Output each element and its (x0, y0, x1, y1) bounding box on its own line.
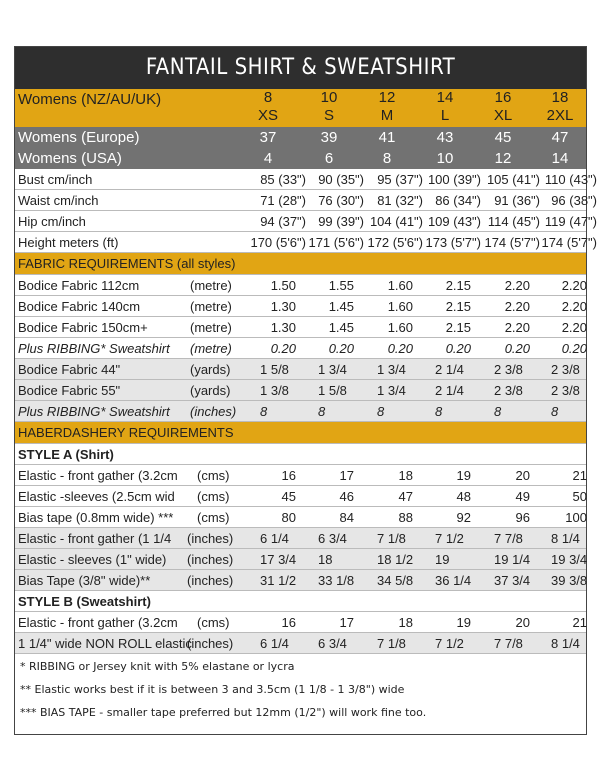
size-number: 14 (436, 89, 454, 106)
row-value: 18 (398, 467, 413, 483)
size-number: 8 (263, 89, 273, 106)
size-letter: 2XL (546, 107, 574, 124)
row-value: 19 (456, 467, 471, 483)
row-value: 19 1/4 (494, 551, 531, 567)
row-value: 90 (35") (318, 171, 364, 187)
row-value: 104 (41") (369, 213, 423, 229)
row-unit: (metre) (190, 298, 232, 314)
style-b-inches-row (15, 633, 586, 654)
footnote: *** BIAS TAPE - smaller tape preferred but 12mm (1/2") will work fine too. (20, 706, 427, 719)
size-col-12 (357, 89, 417, 127)
row-value: 8 (377, 403, 385, 419)
row-unit: (cms) (197, 467, 230, 483)
row-label: Bodice Fabric 150cm+ (18, 319, 148, 335)
row-value: 96 (515, 509, 530, 525)
row-value: 1.45 (328, 298, 354, 314)
row-value: 0.20 (561, 340, 587, 356)
row-value: 2.20 (504, 298, 530, 314)
row-value: 36 1/4 (435, 572, 472, 588)
row-unit: (cms) (197, 488, 230, 504)
size-number: 16 (494, 89, 512, 106)
size-header-row (15, 89, 586, 127)
row-unit: (inches) (187, 635, 234, 651)
row-value: 7 7/8 (494, 530, 523, 546)
row-value: 19 3/4 (551, 551, 588, 567)
row-value: 92 (456, 509, 471, 525)
row-value: 7 7/8 (494, 635, 523, 651)
fabric-metre-row (15, 275, 586, 296)
row-value: 16 (281, 467, 296, 483)
style-a-inches-row (15, 528, 586, 549)
fabric-yards-section (15, 359, 586, 422)
row-value: 19 (456, 614, 471, 630)
row-value: 2 1/4 (435, 361, 464, 377)
row-value: 34 5/8 (377, 572, 414, 588)
usa-size: 12 (494, 150, 512, 167)
row-value: 86 (34") (435, 192, 481, 208)
row-value: 18 (398, 614, 413, 630)
usa-size: 6 (324, 150, 334, 167)
fabric-metre-row (15, 296, 586, 317)
row-value: 8 1/4 (551, 530, 580, 546)
europe-size: 37 (259, 129, 277, 146)
row-value: 1.55 (328, 277, 354, 293)
row-unit: (metre) (190, 319, 232, 335)
size-letter: S (323, 107, 334, 124)
size-number: 12 (378, 89, 396, 106)
usa-size: 8 (382, 150, 392, 167)
size-col-16 (473, 89, 533, 127)
row-value: 0.20 (387, 340, 413, 356)
style-a-heading: STYLE A (Shirt) (18, 446, 114, 462)
fabric-metre-section (15, 275, 586, 359)
row-value: 110 (43") (544, 171, 597, 187)
style-a-cms-section (15, 465, 586, 528)
chart-title: FANTAIL SHIRT & SWEATSHIRT (15, 47, 586, 89)
row-value: 99 (39") (318, 213, 364, 229)
row-unit: (inches) (190, 403, 237, 419)
row-value: 1 3/4 (377, 361, 406, 377)
style-a-cms-row (15, 465, 586, 486)
measurement-row (15, 190, 597, 211)
row-value: 1 5/8 (260, 361, 289, 377)
row-label: Plus RIBBING* Sweatshirt (18, 340, 170, 356)
row-value: 76 (30") (318, 192, 364, 208)
row-value: 2.15 (445, 277, 471, 293)
row-unit: (yards) (190, 361, 231, 377)
row-value: 8 (494, 403, 502, 419)
europe-size: 41 (378, 129, 396, 146)
row-value: 174 (5'7") (484, 234, 540, 250)
style-b-heading: STYLE B (Sweatshirt) (18, 593, 151, 609)
fabric-yards-row (15, 380, 586, 401)
row-value: 47 (398, 488, 413, 504)
row-label: Bodice Fabric 44" (18, 361, 121, 377)
row-value: 84 (339, 509, 354, 525)
size-number: 10 (320, 89, 338, 106)
row-label: Bias Tape (3/8" wide)** (18, 572, 151, 588)
row-value: 2 1/4 (435, 382, 464, 398)
row-value: 1.50 (270, 277, 296, 293)
row-value: 31 1/2 (260, 572, 297, 588)
style-a-heading-row (15, 444, 586, 465)
row-label: Plus RIBBING* Sweatshirt (18, 403, 170, 419)
size-number: 18 (551, 89, 569, 106)
row-label: Elastic - front gather (1 1/4 (18, 530, 172, 546)
row-value: 96 (38") (551, 192, 597, 208)
size-col-8 (238, 89, 298, 127)
size-chart (14, 46, 597, 735)
size-letter: L (440, 107, 450, 124)
row-unit: (inches) (187, 530, 234, 546)
europe-size: 47 (551, 129, 569, 146)
row-unit: (yards) (190, 382, 231, 398)
row-value: 16 (281, 614, 296, 630)
fabric-heading: FABRIC REQUIREMENTS (all styles) (18, 256, 236, 271)
row-value: 174 (5'7") (541, 234, 597, 250)
row-value: 7 1/8 (377, 635, 406, 651)
row-value: 0.20 (328, 340, 354, 356)
row-value: 2.20 (561, 319, 587, 335)
row-value: 2.20 (504, 277, 530, 293)
row-label: Elastic - front gather (3.2cm (18, 614, 178, 630)
row-value: 0.20 (270, 340, 296, 356)
style-a-inches-row (15, 570, 586, 591)
row-label: Waist cm/inch (18, 192, 99, 208)
row-value: 19 (435, 551, 450, 567)
row-label: Elastic -sleeves (2.5cm wid (18, 488, 175, 504)
row-value: 88 (398, 509, 413, 525)
row-label: Bodice Fabric 55" (18, 382, 121, 398)
row-value: 18 1/2 (377, 551, 414, 567)
style-b-heading-row (15, 591, 586, 612)
fabric-yards-row (15, 359, 586, 380)
row-label: Height meters (ft) (18, 234, 119, 250)
row-value: 45 (281, 488, 296, 504)
row-value: 109 (43") (427, 213, 481, 229)
row-value: 100 (565, 509, 587, 525)
measurement-row (15, 211, 597, 232)
row-unit: (cms) (197, 614, 230, 630)
measurement-row (15, 169, 597, 190)
row-value: 21 (572, 467, 587, 483)
haberdashery-heading-row (15, 422, 586, 444)
style-b-cms-section (15, 612, 586, 633)
row-value: 172 (5'6") (367, 234, 423, 250)
row-value: 95 (37") (377, 171, 423, 187)
row-value: 0.20 (504, 340, 530, 356)
europe-label: Womens (Europe) (18, 129, 140, 146)
row-value: 85 (33") (260, 171, 306, 187)
row-value: 20 (515, 614, 530, 630)
row-label: Bodice Fabric 112cm (18, 277, 140, 293)
row-value: 2.20 (561, 277, 587, 293)
row-value: 18 (318, 551, 333, 567)
row-unit: (inches) (187, 551, 234, 567)
row-value: 170 (5'6") (250, 234, 306, 250)
size-col-10 (299, 89, 359, 127)
row-value: 81 (32") (377, 192, 423, 208)
row-value: 21 (572, 614, 587, 630)
size-letter: M (380, 107, 394, 124)
row-value: 114 (45") (487, 213, 540, 229)
fabric-heading-row (15, 253, 586, 275)
row-value: 2.15 (445, 319, 471, 335)
row-value: 2.20 (561, 298, 587, 314)
row-label: 1 1/4" wide NON ROLL elastic (18, 635, 192, 651)
row-value: 91 (36") (494, 192, 540, 208)
fabric-metre-row (15, 338, 586, 359)
row-value: 6 3/4 (318, 530, 347, 546)
usa-size: 10 (436, 150, 454, 167)
row-unit: (metre) (190, 340, 232, 356)
row-value: 2 3/8 (551, 382, 580, 398)
row-value: 46 (339, 488, 354, 504)
row-value: 8 (551, 403, 559, 419)
row-value: 1.30 (270, 298, 296, 314)
usa-row (15, 148, 586, 169)
row-value: 8 (318, 403, 326, 419)
row-label: Bodice Fabric 140cm (18, 298, 141, 314)
row-value: 7 1/8 (377, 530, 406, 546)
row-value: 119 (47") (544, 213, 597, 229)
row-label: Bust cm/inch (18, 171, 93, 187)
row-value: 2 3/8 (551, 361, 580, 377)
row-value: 20 (515, 467, 530, 483)
footnote: * RIBBING or Jersey knit with 5% elastane or lycra (20, 660, 295, 673)
row-label: Bias tape (0.8mm wide) *** (18, 509, 174, 525)
row-value: 7 1/2 (435, 530, 464, 546)
row-value: 17 3/4 (260, 551, 297, 567)
footnote: ** Elastic works best if it is between 3 and 3.5cm (1 1/8 - 1 3/8") wide (20, 683, 405, 696)
row-value: 1 3/8 (260, 382, 289, 398)
row-value: 8 (260, 403, 268, 419)
row-value: 7 1/2 (435, 635, 464, 651)
row-value: 50 (572, 488, 587, 504)
row-value: 173 (5'7") (425, 234, 481, 250)
size-col-14 (415, 89, 475, 127)
europe-size: 45 (494, 129, 512, 146)
row-value: 1 3/4 (318, 361, 347, 377)
usa-size: 14 (551, 150, 569, 167)
row-value: 37 3/4 (494, 572, 531, 588)
row-value: 1.60 (387, 277, 413, 293)
europe-size: 39 (320, 129, 338, 146)
row-value: 80 (281, 509, 296, 525)
usa-label: Womens (USA) (18, 150, 122, 167)
row-value: 49 (515, 488, 530, 504)
row-value: 2.15 (445, 298, 471, 314)
row-value: 48 (456, 488, 471, 504)
row-value: 1.60 (387, 298, 413, 314)
footnotes (15, 654, 586, 724)
style-a-inches-section (15, 528, 586, 591)
row-label: Hip cm/inch (18, 213, 86, 229)
size-header-label: Womens (NZ/AU/UK) (18, 91, 162, 108)
row-unit: (cms) (197, 509, 230, 525)
europe-size: 43 (436, 129, 454, 146)
row-value: 39 3/8 (551, 572, 588, 588)
row-value: 2 3/8 (494, 382, 523, 398)
style-b-cms-row (15, 612, 586, 633)
row-value: 1.45 (328, 319, 354, 335)
row-value: 17 (339, 614, 354, 630)
row-value: 71 (28") (260, 192, 306, 208)
row-unit: (metre) (190, 277, 232, 293)
row-value: 171 (5'6") (308, 234, 364, 250)
row-label: Elastic - front gather (3.2cm (18, 467, 178, 483)
europe-row (15, 127, 586, 148)
fabric-metre-row (15, 317, 586, 338)
row-value: 1 5/8 (318, 382, 347, 398)
size-letter: XS (257, 107, 278, 124)
row-value: 100 (39") (427, 171, 481, 187)
fabric-yards-row (15, 401, 586, 422)
haberdashery-heading: HABERDASHERY REQUIREMENTS (18, 425, 234, 440)
row-label: Elastic - sleeves (1" wide) (18, 551, 167, 567)
style-a-cms-row (15, 486, 586, 507)
row-value: 8 1/4 (551, 635, 580, 651)
size-col-18 (530, 89, 590, 127)
row-value: 2 3/8 (494, 361, 523, 377)
row-value: 105 (41") (486, 171, 540, 187)
row-value: 6 1/4 (260, 635, 289, 651)
style-b-inches-section (15, 633, 586, 654)
row-value: 33 1/8 (318, 572, 355, 588)
measurements-section (15, 169, 597, 253)
style-a-inches-row (15, 549, 586, 570)
row-value: 6 3/4 (318, 635, 347, 651)
size-letter: XL (493, 107, 513, 124)
row-value: 94 (37") (260, 213, 306, 229)
row-value: 1.60 (387, 319, 413, 335)
row-value: 1 3/4 (377, 382, 406, 398)
row-value: 0.20 (445, 340, 471, 356)
row-value: 2.20 (504, 319, 530, 335)
measurement-row (15, 232, 597, 253)
row-unit: (inches) (187, 572, 234, 588)
row-value: 8 (435, 403, 443, 419)
row-value: 6 1/4 (260, 530, 289, 546)
usa-size: 4 (263, 150, 273, 167)
style-a-cms-row (15, 507, 586, 528)
row-value: 17 (339, 467, 354, 483)
row-value: 1.30 (270, 319, 296, 335)
